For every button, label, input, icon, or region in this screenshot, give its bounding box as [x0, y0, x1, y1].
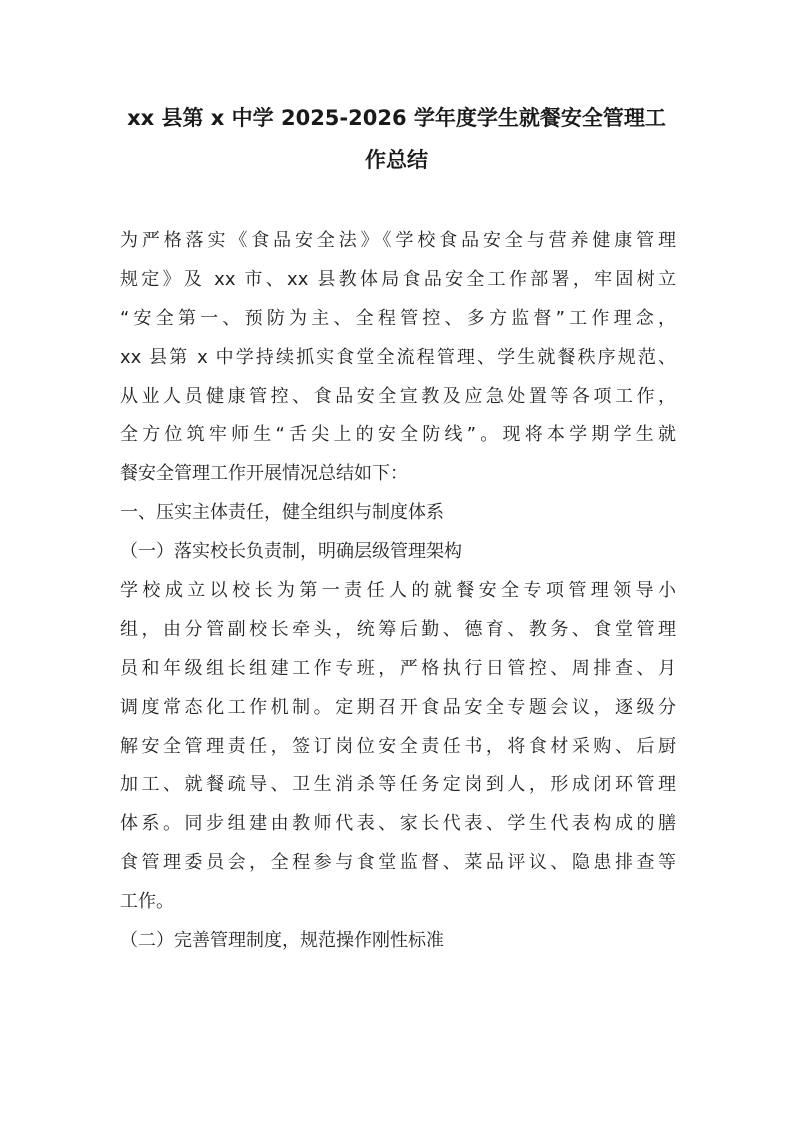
paragraph-line: xx 县第 x 中学持续抓实食堂全流程管理、学生就餐秩序规范、 [120, 346, 676, 368]
document-body [120, 222, 676, 961]
paragraph-line: 组，由分管副校长牵头，统筹后勤、德育、教务、食堂管理 [120, 618, 676, 640]
paragraph-line: 调度常态化工作机制。定期召开食品安全专题会议，逐级分 [120, 696, 676, 718]
paragraph-line: 全方位筑牢师生“舌尖上的安全防线”。现将本学期学生就 [120, 424, 676, 446]
subsection-heading: （一）落实校长负责制，明确层级管理架构 [120, 541, 462, 563]
paragraph-line: 从业人员健康管控、食品安全宣教及应急处置等各项工作， [120, 385, 676, 407]
paragraph-line: 体系。同步组建由教师代表、家长代表、学生代表构成的膳 [120, 813, 676, 835]
paragraph-line: 餐安全管理工作开展情况总结如下： [120, 463, 408, 485]
paragraph-line: “安全第一、预防为主、全程管控、多方监督”工作理念， [120, 307, 676, 329]
document-title-line-2: 作总结 [365, 148, 428, 172]
paragraph-line: 加工、就餐疏导、卫生消杀等任务定岗到人，形成闭环管理 [120, 774, 676, 796]
subsection-heading: （二）完善管理制度，规范操作刚性标准 [120, 930, 444, 952]
paragraph-line: 工作。 [120, 891, 174, 913]
paragraph-line: 员和年级组长组建工作专班，严格执行日管控、周排查、月 [120, 657, 676, 679]
paragraph-line: 解安全管理责任，签订岗位安全责任书，将食材采购、后厨 [120, 735, 676, 757]
paragraph-line: 食管理委员会，全程参与食堂监督、菜品评议、隐患排查等 [120, 852, 676, 874]
document-title-line-1: xx 县第 x 中学 2025-2026 学年度学生就餐安全管理工 [127, 106, 666, 130]
paragraph-line: 学校成立以校长为第一责任人的就餐安全专项管理领导小 [120, 580, 676, 602]
section-heading: 一、压实主体责任，健全组织与制度体系 [120, 502, 444, 524]
paragraph-line: 为严格落实《食品安全法》《学校食品安全与营养健康管理 [120, 230, 676, 251]
paragraph-line: 规定》及 xx 市、xx 县教体局食品安全工作部署，牢固树立 [120, 268, 676, 290]
